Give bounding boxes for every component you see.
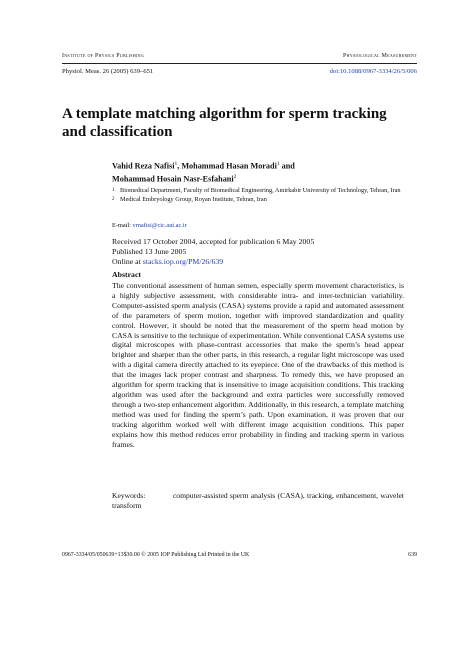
doi-link[interactable]: doi:10.1088/0967-3334/26/5/006 bbox=[329, 68, 417, 75]
email-line bbox=[112, 222, 187, 229]
citation-line bbox=[62, 68, 417, 75]
online-line bbox=[112, 257, 412, 267]
affiliation-number: 1 bbox=[112, 188, 115, 193]
page-footer bbox=[62, 552, 417, 558]
keywords-text: computer-assisted sperm analysis (CASA), tracking, enhancement, wavelet transform bbox=[112, 491, 404, 510]
email-label: E-mail: bbox=[112, 222, 133, 229]
affiliation-1 bbox=[112, 187, 402, 195]
affiliation-2 bbox=[112, 196, 402, 204]
author-conjunction: and bbox=[279, 161, 295, 171]
keywords bbox=[112, 491, 404, 511]
header-rule bbox=[62, 63, 417, 64]
affil-marker: 1 bbox=[174, 161, 178, 167]
page-number: 639 bbox=[408, 552, 417, 558]
footer-copyright: 0967-3334/05/050639+13$30.00 © 2005 IOP Publishing Ltd Printed in the UK bbox=[62, 552, 250, 558]
author-name: , Mohammad Hasan Moradi bbox=[177, 161, 277, 171]
journal-name: Physiological Measurement bbox=[343, 53, 417, 59]
author-name: Vahid Reza Nafisi bbox=[112, 161, 175, 171]
online-link[interactable]: stacks.iop.org/PM/26/639 bbox=[142, 257, 224, 266]
email-link[interactable]: vrnafisi@cic.aut.ac.ir bbox=[132, 222, 187, 229]
abstract-heading: Abstract bbox=[112, 270, 142, 279]
published-date: Published 13 June 2005 bbox=[112, 247, 187, 256]
affil-marker: 1 bbox=[276, 161, 280, 167]
received-date: Received 17 October 2004, accepted for publication 6 May 2005 bbox=[112, 237, 315, 246]
publisher-name: Institute of Physics Publishing bbox=[62, 53, 145, 59]
affil-marker: 2 bbox=[233, 173, 237, 180]
keywords-label: Keywords: bbox=[112, 491, 146, 500]
author-list bbox=[112, 159, 402, 184]
running-header bbox=[62, 53, 417, 59]
abstract-text: The conventional assessment of human semen, especially sperm movement characteristics, is a highly subjective assessment, with considerable intra- and inter-technician variability. Computer-assisted sperm analysis (CASA) systems provide a rapid and automated assessment of the parameters of sperm motion, together with improved standardization and quality control. However, it should be noted that the measurement of the sperm head motion by CASA is sensitive to the technique of experimentation. While conventional CASA systems use digital microscopes with phase-contrast accessories that make the sperm’s head appear brighter and sharper than the other parts, in this research, a regular light microscope was used with a digital camera directly attached to its eyepiece. One of the drawbacks of this method is that the images lack proper contrast and sharpness. To remedy this, we have proposed an algorithm for sperm tracking that is insensitive to image acquisition conditions. This tracking algorithm was used after the background and extra particles were successfully removed through a two-step enhancement algorithm. Additionally, in this research, a template matching method was used for finding the sperm’s path. Upon examination, it was proven that our tracking algorithm worked well with different image acquisition conditions. This paper explains how this method reduces error probability in finding and tracking sperm in various frames. bbox=[112, 281, 404, 449]
affiliation-text: Biomedical Department, Faculty of Biomedical Engineering, Amirkabir University of Technology, Tehran, Iran bbox=[120, 187, 401, 194]
author-line-2 bbox=[112, 172, 402, 185]
citation: Physiol. Meas. 26 (2005) 639–651 bbox=[62, 68, 154, 75]
affiliation-text: Medical Embryology Group, Royan Institute, Tehran, Iran bbox=[120, 196, 267, 204]
affiliations bbox=[112, 187, 402, 204]
paper-title: A template matching algorithm for sperm tracking and classification bbox=[62, 106, 387, 140]
online-prefix: Online at bbox=[112, 257, 143, 266]
publication-dates bbox=[112, 237, 412, 267]
affiliation-number: 2 bbox=[112, 197, 115, 203]
author-line-1 bbox=[112, 159, 402, 172]
author-name: Mohammad Hosain Nasr-Esfahani bbox=[112, 174, 234, 184]
